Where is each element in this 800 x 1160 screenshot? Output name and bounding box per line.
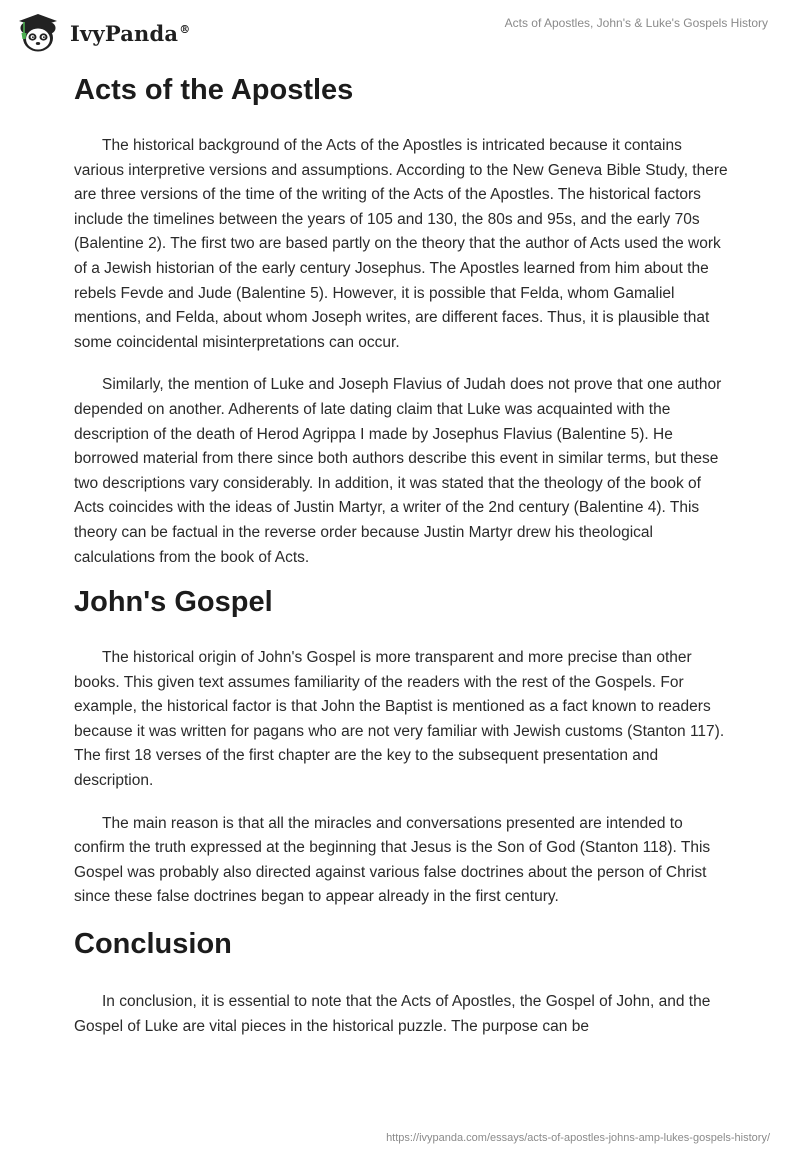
page-header xyxy=(0,0,800,64)
paragraph: The historical background of the Acts of the Apostles is intricated because it contains various interpretive versions and assumptions. According to the New Geneva Bible Study, there are three versions of the time of the writing of the Acts of the Apostles. The historical factors include the timelines between the years of 105 and 130, the 80s and 95s, and the early 70s (Balentine 2). The first two are based partly on the theory that the author of Acts used the work of a Jewish historian of the early century Josephus. The Apostles learned from him about the rebels Fevde and Jude (Balentine 5). However, it is possible that Felda, whom Gamaliel mentions, and Felda, about whom Joseph writes, are different faces. Thus, it is plausible that some coincidental misinterpretations can occur. xyxy=(74,137,728,351)
paragraph: The main reason is that all the miracles and conversations presented are intended to confirm the truth expressed at the beginning that Jesus is the Son of God (Stanton 118). This Gospel was probably also directed against various false doctrines about the person of Christ since these false doctrines began to appear already in the first century. xyxy=(74,814,711,906)
paragraph: In conclusion, it is essential to note that the Acts of Apostles, the Gospel of John, and the Gospel of Luke are vital pieces in the historical puzzle. The purpose can be xyxy=(74,993,711,1035)
article-body xyxy=(74,70,730,1039)
section-johns-gospel xyxy=(74,582,730,910)
document-title: Acts of Apostles, John's & Luke's Gospels History xyxy=(504,16,768,30)
source-url[interactable]: https://ivypanda.com/essays/acts-of-apostles-johns-amp-lukes-gospels-history/ xyxy=(386,1132,770,1144)
section-heading: Conclusion xyxy=(74,928,232,961)
section-acts-of-the-apostles xyxy=(74,70,730,570)
section-heading: John's Gospel xyxy=(74,586,273,619)
brand-name: IvyPanda® xyxy=(70,20,191,46)
section-heading: Acts of the Apostles xyxy=(74,74,354,106)
brand-logo[interactable] xyxy=(14,8,190,58)
panda-logo-icon xyxy=(14,8,64,58)
paragraph: Similarly, the mention of Luke and Joseph Flavius of Judah does not prove that one author depended on another. Adherents of late dating claim that Luke was acquainted with the description of the death of Herod Agrippa I made by Josephus Flavius (Balentine 5). He borrowed material from there since both authors describe this event in similar terms, but these two descriptions vary considerably. In addition, it was stated that the theology of the book of Acts coincides with the ideas of Justin Martyr, a writer of the 2nd century (Balentine 4). This theory can be factual in the reverse order because Justin Martyr drew his theological calculations from the book of Acts. xyxy=(74,376,722,566)
section-conclusion xyxy=(74,924,730,1039)
paragraph: The historical origin of John's Gospel is more transparent and more precise than other books. This given text assumes familiarity of the readers with the rest of the Gospels. For example, the historical factor is that John the Baptist is mentioned as a fact known to readers because it was written for pagans who are not very familiar with Jewish customs (Stanton 117). The first 18 verses of the first chapter are the key to the subsequent presentation and description. xyxy=(74,649,725,790)
